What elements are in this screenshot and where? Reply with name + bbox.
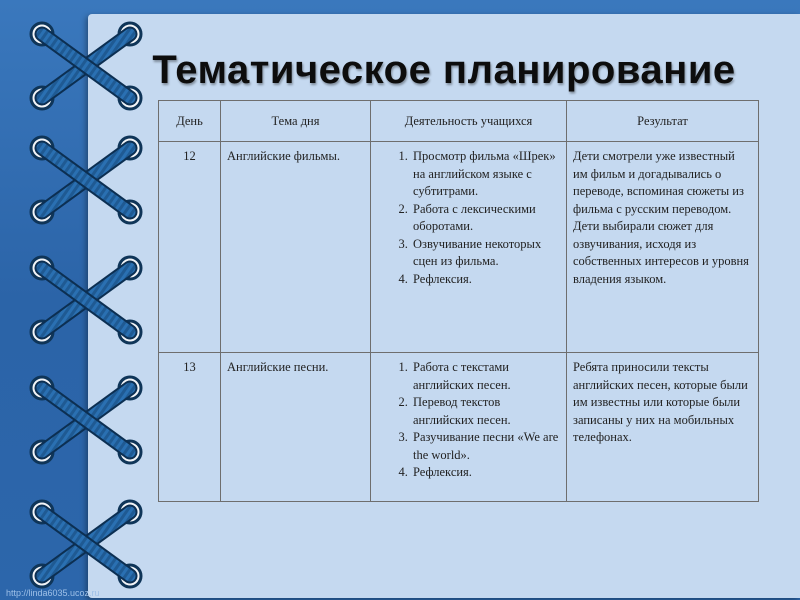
table-header-row [159, 101, 759, 142]
notebook-page [88, 14, 800, 598]
cell-topic: Английские фильмы. [221, 142, 371, 353]
cell-result: Ребята приносили тексты английских песен, которые были им известны или которые были записаны у них на мобильных телефонах. [567, 353, 759, 502]
footer-url: http://linda6035.ucoz.ru [6, 588, 100, 598]
list-item: 4. Рефлексия. [411, 271, 560, 289]
list-item: 2. Перевод текстов английских песен. [411, 394, 560, 429]
cell-day: 13 [159, 353, 221, 502]
activity-list [377, 148, 560, 288]
cell-day: 12 [159, 142, 221, 353]
header-activities: Деятельность учащихся [371, 101, 567, 142]
lace-icon [22, 132, 152, 228]
lace-icon [22, 252, 152, 348]
list-item: 1. Работа с текстами английских песен. [411, 359, 560, 394]
lace-icon [22, 372, 152, 468]
header-result: Результат [567, 101, 759, 142]
cell-topic: Английские песни. [221, 353, 371, 502]
activity-list [377, 359, 560, 482]
lace-icon [22, 496, 152, 592]
cell-activities [371, 353, 567, 502]
cell-activities [371, 142, 567, 353]
cell-result: Дети смотрели уже известный им фильм и догадывались о переводе, вспоминая сюжеты из фильма с русским переводом. Дети выбирали сюжет для озвучивания, исходя из собственных интересов и уровня владения языком. [567, 142, 759, 353]
list-item: 4. Рефлексия. [411, 464, 560, 482]
header-day: День [159, 101, 221, 142]
lace-icon [22, 18, 152, 114]
header-topic: Тема дня [221, 101, 371, 142]
list-item: 1. Просмотр фильма «Шрек» на английском языке с субтитрами. [411, 148, 560, 201]
list-item: 3. Разучивание песни «We are the world». [411, 429, 560, 464]
list-item: 2. Работа с лексическими оборотами. [411, 201, 560, 236]
page-title: Тематическое планирование [152, 48, 736, 92]
table-row [159, 353, 759, 502]
table-row [159, 142, 759, 353]
planning-table [158, 100, 759, 502]
list-item: 3. Озвучивание некоторых сцен из фильма. [411, 236, 560, 271]
